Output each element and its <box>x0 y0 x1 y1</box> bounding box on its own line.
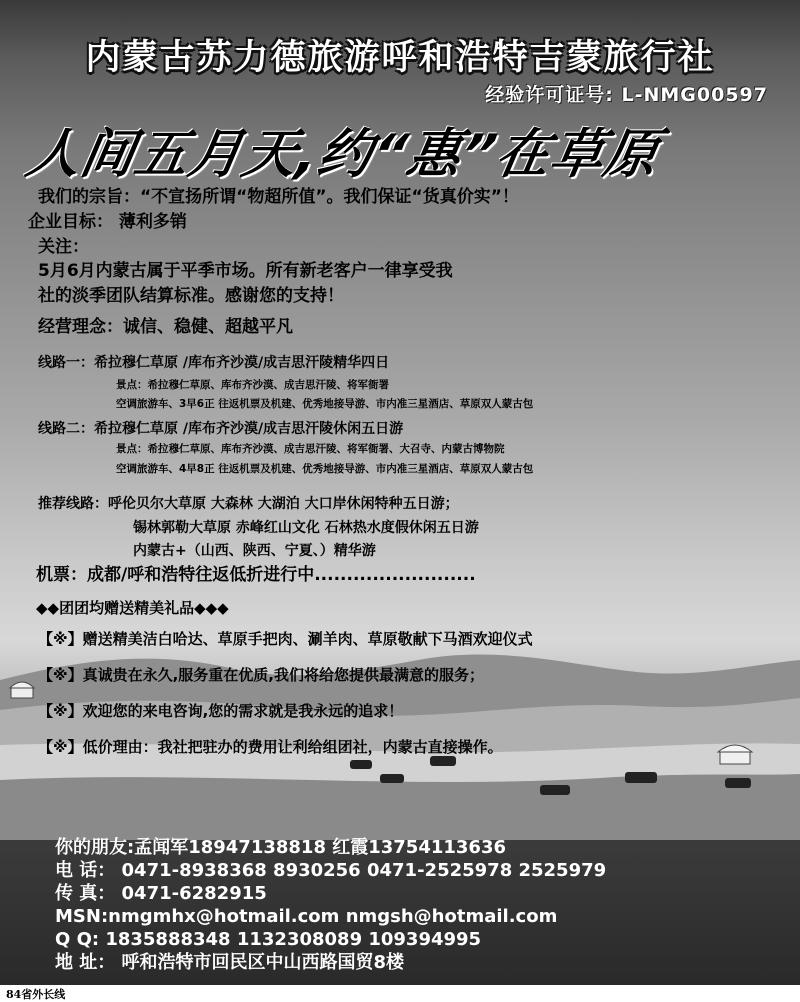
contact-block <box>55 836 606 974</box>
contact-address: 地 址： 呼和浩特市回民区中山西路国贸8楼 <box>55 952 405 973</box>
contact-qq: Q Q: 1835888348 1132308089 109394995 <box>55 929 482 950</box>
page-footer-label: 84省外长线 <box>6 988 66 1001</box>
recommended-line-3: 内蒙古+（山西、陕西、宁夏、）精华游 <box>133 543 376 559</box>
headline-slogan: 人间五月天,约“惠”在草原 <box>21 124 664 185</box>
gift-item: 【※】欢迎您的来电咨询,您的需求就是我永远的追求！ <box>38 702 404 720</box>
contact-phone: 电 话： 0471-8938368 8930256 0471-2525978 2525979 <box>55 860 607 881</box>
notice-line-2: 社的淡季团队结算标准。感谢您的支持！ <box>38 286 344 306</box>
license-number: 经验许可证号: L-NMG00597 <box>485 84 768 106</box>
gift-item: 【※】真诚贵在永久,服务重在优质,我们将给您提供最满意的服务； <box>38 666 484 684</box>
route-1-sights: 景点：希拉穆仁草原、库布齐沙漠、成吉思汗陵、将军衙署 <box>116 379 389 391</box>
route-2-sights: 景点：希拉穆仁草原、库布齐沙漠、成吉思汗陵、将军衙署、大召寺、内蒙古博物院 <box>116 443 505 455</box>
notice-line-1: 5月6月内蒙古属于平季市场。所有新老客户一律享受我 <box>38 261 453 281</box>
mission-statement: 我们的宗旨：“不宣扬所谓“物超所值”。我们保证“货真价实”！ <box>38 187 519 207</box>
company-name: 内蒙古苏力德旅游呼和浩特吉蒙旅行社 <box>85 38 715 78</box>
recommended-line-2: 锡林郭勒大草原 赤峰红山文化 石林热水度假休闲五日游 <box>133 520 479 536</box>
route-1-title: 线路一：希拉穆仁草原 /库布齐沙漠/成吉思汗陵精华四日 <box>38 355 390 371</box>
route-1-service: 空调旅游车、3早6正 往返机票及机建、优秀地接导游、市内准三星酒店、草原双人蒙古包 <box>116 398 534 410</box>
business-philosophy: 经营理念：诚信、稳健、超越平凡 <box>38 317 293 337</box>
contact-friends: 你的朋友:孟闻军18947138818 红霞13754113636 <box>55 837 507 858</box>
air-ticket-offer: 机票：成都/呼和浩特往返低折进行中......................... <box>36 565 476 585</box>
focus-label: 关注： <box>38 237 89 257</box>
gift-item: 【※】低价理由：我社把驻办的费用让利给组团社，内蒙古直接操作。 <box>38 738 503 756</box>
contact-fax: 传 真： 0471-6282915 <box>55 883 267 904</box>
route-2-service: 空调旅游车、4早8正 往返机票及机建、优秀地接导游、市内准三星酒店、草原双人蒙古包 <box>116 463 534 475</box>
contact-msn: MSN:nmgmhx@hotmail.com nmgsh@hotmail.com <box>55 906 558 927</box>
gift-item: 【※】赠送精美洁白哈达、草原手把肉、涮羊肉、草原敬献下马酒欢迎仪式 <box>38 630 533 648</box>
route-2-title: 线路二：希拉穆仁草原 /库布齐沙漠/成吉思汗陵休闲五日游 <box>38 421 404 437</box>
recommended-line-1: 推荐线路：呼伦贝尔大草原 大森林 大湖泊 大口岸休闲特种五日游； <box>38 496 459 512</box>
gift-heading: ◆◆团团均赠送精美礼品◆◆◆ <box>36 599 229 617</box>
yurt-icon <box>10 682 34 698</box>
business-goal: 企业目标： 薄利多销 <box>28 212 187 232</box>
